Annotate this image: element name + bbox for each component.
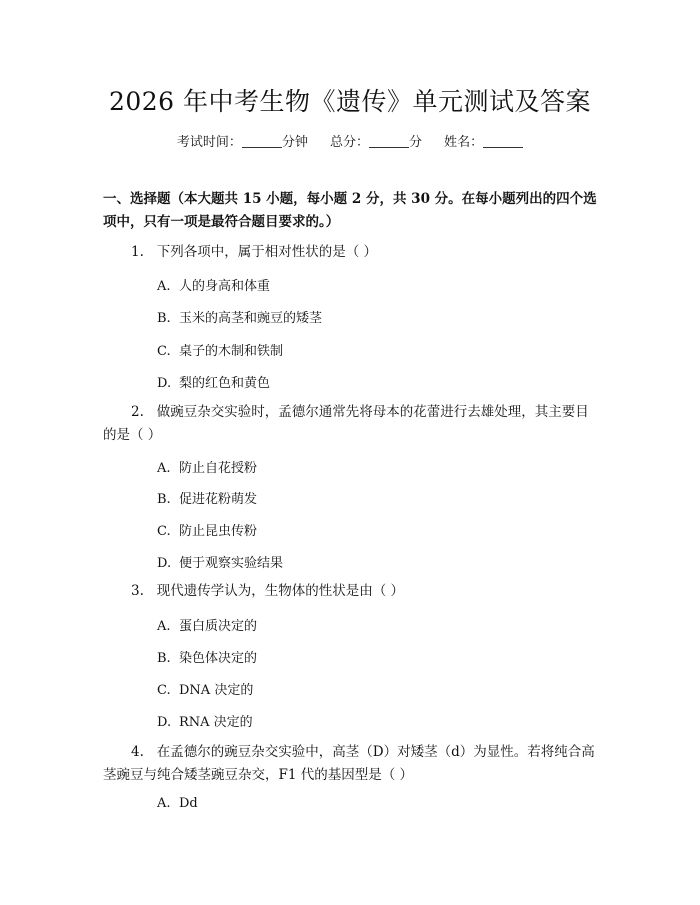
section-heading: 一、选择题（本大题共 15 小题，每小题 2 分，共 30 分。在每小题列出的四个选项中，只有一项是最符合题目要求的。） — [103, 191, 597, 230]
question-3-option-a — [157, 615, 257, 634]
option-text: 便于观察实验结果 — [179, 556, 284, 571]
student-name-blank — [483, 135, 523, 148]
total-score-label: 总分： — [329, 135, 369, 150]
option-text: 防止昆虫传粉 — [179, 524, 258, 539]
option-letter: C. — [157, 524, 171, 539]
option-text: 玉米的高茎和豌豆的矮茎 — [179, 311, 323, 326]
question-number: 2. — [131, 404, 144, 420]
question-2 — [103, 401, 598, 447]
option-letter: D. — [157, 556, 172, 571]
question-4 — [103, 741, 598, 787]
option-letter: D. — [157, 715, 172, 730]
question-text: 下列各项中，属于相对性状的是（ ） — [156, 244, 378, 260]
exam-time-blank — [242, 135, 282, 148]
option-letter: A. — [157, 279, 171, 294]
question-number: 3. — [131, 583, 144, 599]
option-text: 梨的红色和黄色 — [179, 376, 271, 391]
question-3-option-b — [157, 647, 257, 666]
option-text: 染色体决定的 — [179, 651, 258, 666]
exam-time-field — [177, 131, 308, 150]
option-letter: B. — [157, 492, 171, 507]
question-1-option-d — [157, 372, 270, 391]
option-text: 促进花粉萌发 — [179, 492, 258, 507]
question-1-option-c — [157, 340, 283, 359]
option-letter: A. — [157, 619, 171, 634]
option-text: DNA 决定的 — [179, 683, 254, 698]
option-text: 桌子的木制和铁制 — [179, 344, 284, 359]
option-letter: D. — [157, 376, 172, 391]
question-1-option-a — [157, 275, 270, 294]
total-score-field — [330, 131, 422, 150]
option-letter: A. — [157, 796, 171, 811]
question-text: 做豌豆杂交实验时，孟德尔通常先将母本的花蕾进行去雄处理，其主要目的是（ ） — [103, 404, 589, 443]
question-3-option-d — [157, 711, 253, 730]
option-text: 防止自花授粉 — [179, 461, 258, 476]
question-2-option-c — [157, 520, 257, 539]
total-score-blank — [369, 135, 409, 148]
exam-time-label: 考试时间： — [176, 135, 242, 150]
question-2-option-b — [157, 488, 257, 507]
option-letter: B. — [157, 651, 171, 666]
total-score-unit: 分 — [409, 135, 423, 150]
question-1 — [103, 241, 598, 264]
option-text: 蛋白质决定的 — [179, 619, 258, 634]
option-letter: C. — [157, 344, 171, 359]
question-1-option-b — [157, 307, 322, 326]
exam-info-line — [0, 131, 700, 150]
question-number: 1. — [131, 244, 144, 260]
question-number: 4. — [131, 744, 144, 760]
question-3-option-c — [157, 679, 253, 698]
option-text: 人的身高和体重 — [179, 279, 271, 294]
option-letter: C. — [157, 683, 171, 698]
question-text: 现代遗传学认为，生物体的性状是由（ ） — [156, 583, 405, 599]
document-title: 2026 年中考生物《遗传》单元测试及答案 — [108, 87, 592, 116]
option-text: Dd — [179, 796, 198, 811]
question-text: 在孟德尔的豌豆杂交实验中，高茎（D）对矮茎（d）为显性。若将纯合高茎豌豆与纯合矮茎豌豆杂交，F1 代的基因型是（ ） — [103, 744, 595, 783]
option-text: RNA 决定的 — [179, 715, 253, 730]
question-4-option-a — [157, 796, 198, 811]
student-name-label: 姓名： — [444, 135, 484, 150]
question-2-option-d — [157, 552, 283, 571]
student-name-field — [444, 131, 523, 150]
question-3 — [103, 580, 598, 603]
question-2-option-a — [157, 457, 257, 476]
option-letter: B. — [157, 311, 171, 326]
option-letter: A. — [157, 461, 171, 476]
exam-time-unit: 分钟 — [281, 135, 308, 150]
